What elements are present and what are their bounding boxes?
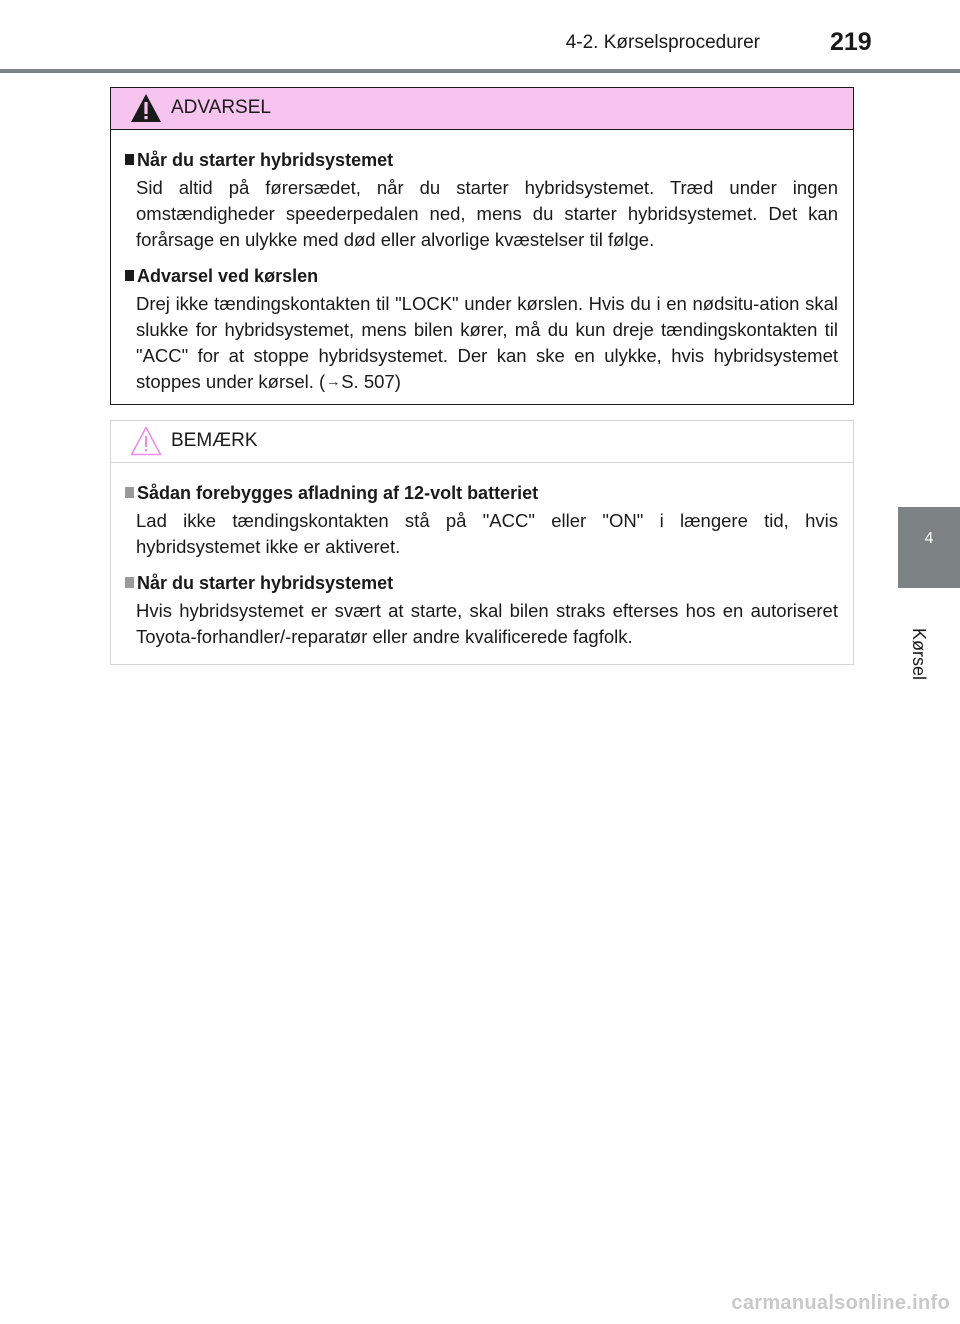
warning-item xyxy=(125,148,838,253)
notice-box xyxy=(110,420,854,665)
notice-item xyxy=(125,481,838,560)
page-reference: S. 507) xyxy=(341,371,401,392)
bullet-square-icon xyxy=(125,487,134,498)
warning-box-body xyxy=(111,130,853,396)
chapter-tab xyxy=(898,507,960,588)
chapter-number: 4 xyxy=(924,530,934,547)
item-heading-text: Advarsel ved kørslen xyxy=(137,266,319,286)
section-title: 4-2. Kørselsprocedurer xyxy=(565,32,760,53)
item-heading-text: Når du starter hybridsystemet xyxy=(137,573,394,593)
chapter-label xyxy=(899,628,959,681)
warning-triangle-icon xyxy=(129,92,163,124)
warning-item xyxy=(125,264,838,396)
notice-box-header xyxy=(111,421,853,463)
page-number: 219 xyxy=(830,28,872,56)
item-paragraph: Hvis hybridsystemet er svært at starte, skal bilen straks efterses hos en autoriseret Toyota-forhandler/-reparatør eller andre kvalificerede fagfolk. xyxy=(136,600,838,647)
item-heading xyxy=(125,264,838,288)
watermark: carmanualsonline.info xyxy=(731,1292,950,1314)
header-divider xyxy=(0,69,960,73)
paragraph-text: Drej ikke tændingskontakten til "LOCK" under kørslen. Hvis du i en nødsitu-ation skal slukke for hybridsystemet, mens bilen kører, må du kun dreje tændingskontakten til "ACC" for at stoppe hybridsystemet. Der kan ske en ulykke, hvis hybridsystemet stoppes under kørsel. ( xyxy=(136,293,838,392)
notice-box-body xyxy=(111,463,853,650)
item-heading xyxy=(125,571,838,595)
warning-box-title: ADVARSEL xyxy=(171,97,271,118)
item-paragraph: Lad ikke tændingskontakten stå på "ACC" eller "ON" i længere tid, hvis hybridsystemet ikke er aktiveret. xyxy=(136,510,838,557)
bullet-square-icon xyxy=(125,154,134,165)
item-heading xyxy=(125,148,838,172)
bullet-square-icon xyxy=(125,577,134,588)
arrow-right-icon: → xyxy=(326,373,341,389)
bullet-square-icon xyxy=(125,270,134,281)
item-paragraph xyxy=(125,291,838,396)
item-paragraph: Sid altid på førersædet, når du starter hybridsystemet. Træd under ingen omstændigheder speederpedalen ned, mens du starter hybridsystemet. Det kan forårsage en ulykke med død eller alvorlige kvæstelser til følge. xyxy=(136,177,838,250)
chapter-title: Kørsel xyxy=(909,628,929,681)
notice-box-title: BEMÆRK xyxy=(171,430,258,451)
warning-box xyxy=(110,87,854,405)
item-heading xyxy=(125,481,838,505)
item-heading-text: Når du starter hybridsystemet xyxy=(137,150,394,170)
notice-triangle-icon xyxy=(129,425,163,457)
notice-item xyxy=(125,571,838,650)
warning-box-header xyxy=(111,88,853,130)
item-heading-text: Sådan forebygges afladning af 12-volt batteriet xyxy=(137,483,539,503)
